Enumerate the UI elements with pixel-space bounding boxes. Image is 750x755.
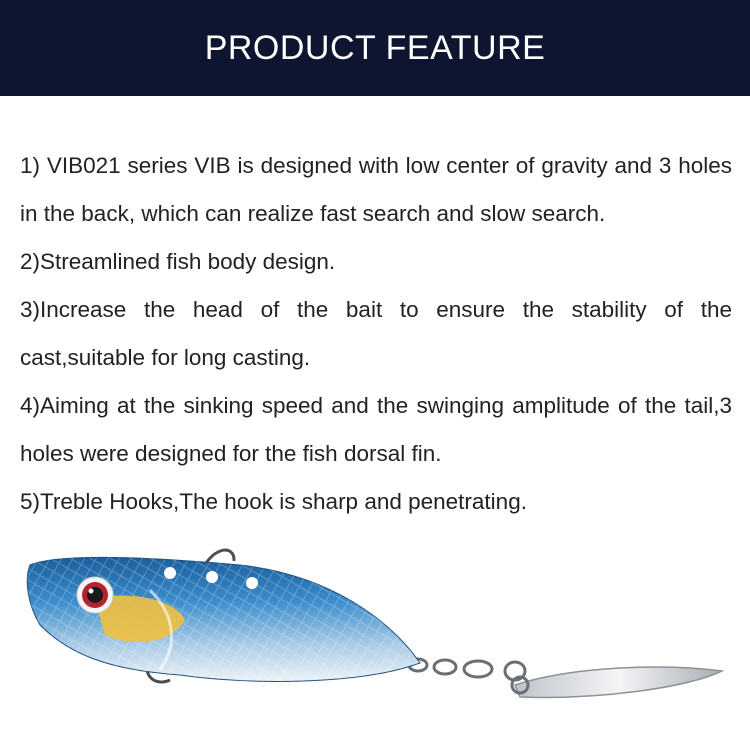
spinner-blade [515, 667, 722, 697]
feature-item-2: 2)Streamlined fish body design. [20, 249, 336, 274]
header-banner [0, 0, 750, 96]
swivel [409, 659, 528, 693]
feature-item-4: 4)Aiming at the sinking speed and the swinging amplitude of the tail,3 holes were designed for the fish dorsal fin. [20, 393, 732, 466]
feature-item-5: 5)Treble Hooks,The hook is sharp and penetrating. [20, 489, 527, 514]
page-title: PRODUCT FEATURE [204, 28, 546, 67]
feature-item-3: 3)Increase the head of the bait to ensure the stability of the cast,suitable for long casting. [20, 297, 732, 370]
eye [77, 577, 113, 613]
feature-item-1: 1) VIB021 series VIB is designed with low center of gravity and 3 holes in the back, which can realize fast search and slow search. [20, 153, 732, 226]
fishing-lure-image [0, 535, 750, 750]
product-image [0, 535, 750, 750]
feature-list [20, 142, 732, 526]
